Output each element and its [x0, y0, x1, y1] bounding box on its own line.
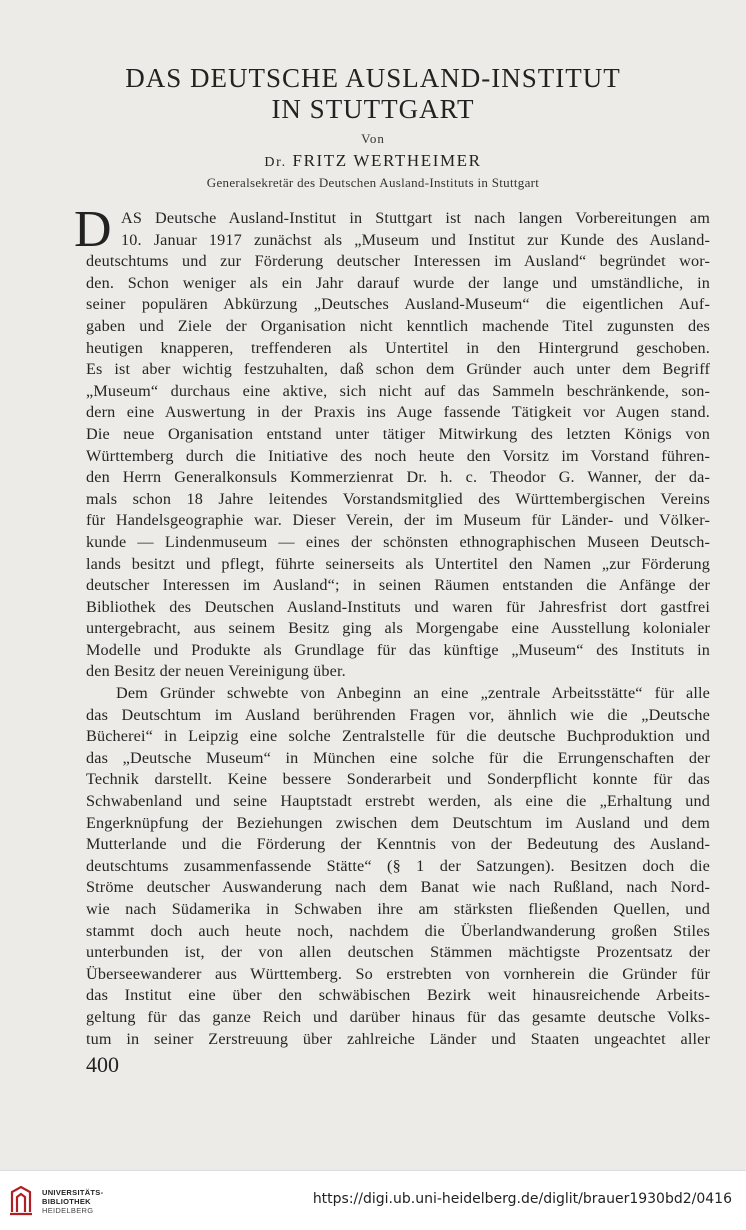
body-line: untergebracht, aus seinem Besitz ging als Morgengabe eine Ausstellung kolonialer	[86, 619, 710, 638]
body-line: lands besitzt und pflegt, führte seinerseits als Untertitel den Namen „zur Förderung	[86, 554, 710, 573]
body-line: Engerknüpfung der Beziehungen zwischen dem Deutschtum im Ausland und dem	[86, 813, 710, 832]
library-name[interactable]	[42, 1188, 103, 1215]
body-line: Ströme deutscher Auswanderung nach dem Banat wie nach Rußland, nach Nord-	[86, 878, 710, 897]
body-line: gaben und Ziele der Organisation nicht kenntlich machende Titel zugunsten des	[86, 316, 710, 335]
body-line: seiner populären Abkürzung „Deutsches Ausland-Museum“ die eigentlichen Auf-	[86, 295, 710, 314]
article-title-line-1: DAS DEUTSCHE AUSLAND-INSTITUT	[125, 63, 621, 93]
body-line: dern eine Auswertung in der Praxis ins Auge fassende Tätigkeit vor Augen stand.	[86, 403, 710, 422]
body-line: deutschtums und zur Förderung deutscher Interessen im Ausland“ begründet wor-	[86, 252, 710, 271]
body-line: Modelle und Produkte als Grundlage für das künftige „Museum“ des Instituts in	[86, 640, 710, 659]
body-line: Schwabenland und seine Hauptstadt erstrebt werden, als eine die „Erhaltung und	[86, 792, 710, 811]
body-line: den Herrn Generalkonsuls Kommerzienrat Dr. h. c. Theodor G. Wanner, der da-	[86, 468, 710, 487]
body-line: für Handelsgeographie war. Dieser Verein, der im Museum für Länder- und Völker-	[86, 511, 710, 530]
author-affiliation: Generalsekretär des Deutschen Ausland-Instituts in Stuttgart	[206, 175, 540, 190]
body-line: geltung für das ganze Reich und darüber hinaus für das gesamte deutsche Volks-	[86, 1007, 710, 1026]
article-body	[74, 201, 710, 1050]
drop-capital: D	[74, 201, 112, 258]
article-title-line-2: IN STUTTGART	[271, 94, 475, 124]
body-line: stammt doch auch heute noch, nachdem die Überlandwanderung großen Stiles	[86, 921, 710, 940]
body-line: den Besitz der neuen Vereinigung über.	[86, 662, 346, 681]
page-number: 400	[86, 1052, 119, 1077]
body-line: 10. Januar 1917 zunächst als „Museum und Institut zur Kunde des Ausland-	[121, 230, 710, 249]
body-line: Technik darstellt. Keine bessere Sonderarbeit und Sonderpflicht konnte für das	[86, 770, 710, 789]
body-line: AS Deutsche Ausland-Institut in Stuttgart ist nach langen Vorbereitungen am	[121, 209, 710, 227]
body-line: deutschtums zusammenfassende Stätte“ (§ 1 der Satzungen). Besitzen doch die	[86, 856, 710, 875]
permalink-url[interactable]: https://digi.ub.uni-heidelberg.de/diglit/brauer1930bd2/0416	[312, 1191, 732, 1207]
body-line: Es ist aber wichtig festzuhalten, daß schon dem Gründer auch unter dem Begriff	[86, 360, 710, 379]
body-line: den. Schon weniger als ein Jahr darauf wurde der lange und umständliche, in	[86, 273, 710, 292]
library-name-line-3: HEIDELBERG	[42, 1206, 94, 1215]
body-line: Bücherei“ in Leipzig eine solche Zentralstelle für die deutsche Buchproduktion und	[86, 727, 710, 746]
author-title: Dr.	[264, 155, 287, 170]
body-line: Die neue Organisation entstand unter tätiger Mitwirkung des letzten Königs von	[86, 424, 710, 443]
body-line: tum in seiner Zerstreuung über zahlreiche Länder und Staaten ungeachtet aller	[86, 1029, 710, 1048]
body-line: mals schon 18 Jahre leitendes Vorstandsmitglied des Württembergischen Vereins	[86, 489, 710, 508]
body-line: das Deutschtum im Ausland berührenden Fragen vor, ähnlich wie die „Deutsche	[86, 705, 710, 724]
body-line: Dem Gründer schwebte von Anbeginn an eine „zentrale Arbeitsstätte“ für alle	[116, 684, 710, 703]
author-fullname: FRITZ WERTHEIMER	[292, 151, 482, 170]
body-line: kunde — Lindenmuseum — eines der schönsten ethnographischen Museen Deutsch-	[86, 532, 710, 551]
body-line: wie nach Südamerika in Schwaben ihre am stärksten fließenden Quellen, und	[86, 900, 710, 918]
body-line: das Institut eine über den schwäbischen Bezirk weit hinausreichende Arbeits-	[86, 986, 710, 1005]
body-line: Württemberg durch die Initiative des noch heute den Vorsitz im Vorstand führen-	[86, 446, 710, 465]
library-name-line-2: BIBLIOTHEK	[42, 1197, 91, 1206]
body-line: unterbunden ist, der von allen deutschen Stämmen mächtigste Prozentsatz der	[86, 943, 710, 962]
body-line: heutigen knapperen, treffenderen als Untertitel in den Hintergrund geschoben.	[86, 338, 710, 357]
body-line: Mutterlande und die Förderung der Kenntnis von der Bedeutung des Ausland-	[86, 835, 710, 854]
viewer-footer	[0, 1170, 746, 1230]
body-line: Überseewanderer aus Württemberg. So erstrebten von vornherein die Gründer für	[86, 964, 710, 983]
body-line: „Museum“ durchaus eine aktive, sich nicht auf das Sammeln beschränkende, son-	[86, 381, 710, 400]
byline-von: Von	[361, 131, 385, 146]
body-line: das „Deutsche Museum“ in München eine solche für die Errungenschaften der	[86, 748, 710, 767]
author-name	[0, 151, 746, 171]
library-name-line-1: UNIVERSITÄTS-	[42, 1188, 104, 1197]
body-line: Bibliothek des Deutschen Ausland-Instituts und waren für Jahresfrist dort gastfrei	[86, 597, 710, 616]
body-line: deutscher Interessen im Ausland“; in seinen Räumen entstanden die Anfänge der	[86, 576, 710, 595]
heidelberg-library-logo-icon[interactable]	[8, 1184, 34, 1216]
